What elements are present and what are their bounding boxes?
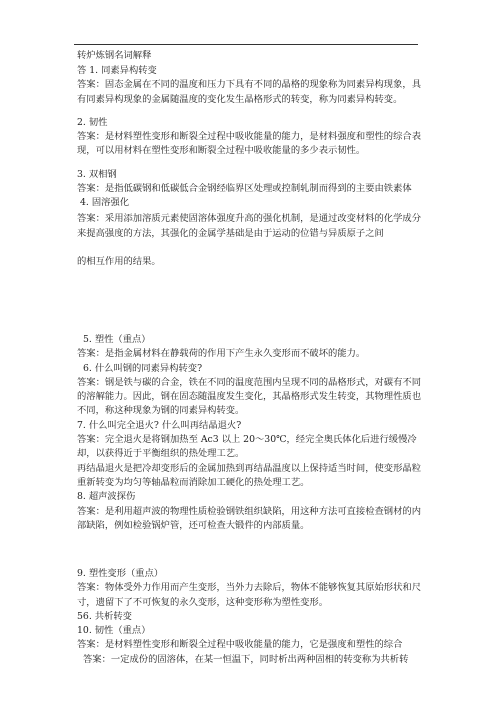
- question-8: 8. 超声波探伤: [77, 491, 136, 503]
- question-2: 2. 韧性: [77, 116, 108, 128]
- answer-2: 答案：是材料塑性变形和断裂全过程中吸收能量的能力，是材料强度和塑性的综合表现，可以用材料在塑性变形和断裂全过程中吸收能量的多少表示韧性。: [77, 131, 421, 157]
- question-7: 7. 什么叫完全退火? 什么叫再结晶退火?: [77, 419, 242, 431]
- answer-56: 答案：一定成份的固溶体，在某一恒温下，同时析出两种固相的转变称为共析转: [83, 653, 409, 665]
- answer-4-tail: 的相互作用的结果。: [77, 255, 161, 267]
- header-rule: [74, 44, 418, 45]
- document-title: 转炉炼钢名词解释: [77, 50, 152, 61]
- answer-1: 答案：固态金属在不同的温度和压力下具有不同的晶格的现象称为同素异构现象，具有同素异构现象的金属随温度的变化发生晶格形式的转变，称为同素异构转变。: [77, 79, 421, 105]
- question-6: 6. 什么叫钢的同素异构转变?: [83, 362, 203, 374]
- answer-7-full-annealing: 答案：完全退火是将钢加热至 Ac3 以上 20～30℃，经完全奥氏体化后进行缓慢冷却，以获得近于平衡组织的热处理工艺。: [77, 434, 417, 460]
- question-5: 5. 塑性（重点）: [83, 334, 151, 345]
- question-56: 56. 共析转变: [77, 610, 132, 622]
- question-4: 4. 固溶强化: [80, 197, 130, 209]
- answer-6: 答案：钢是铁与碳的合金，铁在不同的温度范围内呈现不同的晶格形式，对碳有不同的溶解能力。因此，钢在固态随温度发生变化，其晶格形式发生转变，其物理性质也不同，称这种现象为钢的同素异构转变。: [77, 376, 421, 417]
- question-1: 答 1. 同素异构转变: [77, 65, 157, 76]
- answer-8: 答案：是利用超声波的物理性质检验钢铁组织缺陷，用这种方法可直接检查钢材的内部缺陷，例如检验锅炉管，还可检查大锻件的内部质量。: [77, 505, 421, 531]
- answer-3: 答案：是指低碳钢和低碳低合金钢经临界区处理或控制轧制而得到的主要由铁素体: [77, 183, 412, 195]
- question-10: 10. 韧性（重点）: [77, 625, 151, 637]
- answer-10: 答案：是材料塑性变形和断裂全过程中吸收能量的能力，它是强度和塑性的综合: [77, 639, 403, 651]
- answer-7-recrystallization: 再结晶退火是把冷却变形后的金属加热到再结晶温度以上保持适当时间，使变形晶粒重新转变为均匀等轴晶粒而消除加工硬化的热处理工艺。: [77, 462, 421, 488]
- answer-5: 答案：是指金属材料在静载荷的作用下产生永久变形而不破坏的能力。: [77, 348, 366, 360]
- question-9: 9. 塑性变形（重点）: [77, 568, 164, 579]
- answer-9: 答案：物体受外力作用而产生变形，当外力去除后，物体不能够恢复其原始形状和尺寸，遗留下了不可恢复的永久变形，这种变形称为塑性变形。: [77, 582, 421, 608]
- section-three: [77, 567, 422, 667]
- question-3: 3. 双相钢: [77, 168, 117, 180]
- section-two: [77, 333, 422, 533]
- answer-4: 答案：采用添加溶质元素使固溶体强度升高的强化机制，是通过改变材料的化学成分来提高强度的方法，其强化的金属学基础是由于运动的位错与异质原子之间: [77, 212, 421, 240]
- section-one: [77, 64, 422, 269]
